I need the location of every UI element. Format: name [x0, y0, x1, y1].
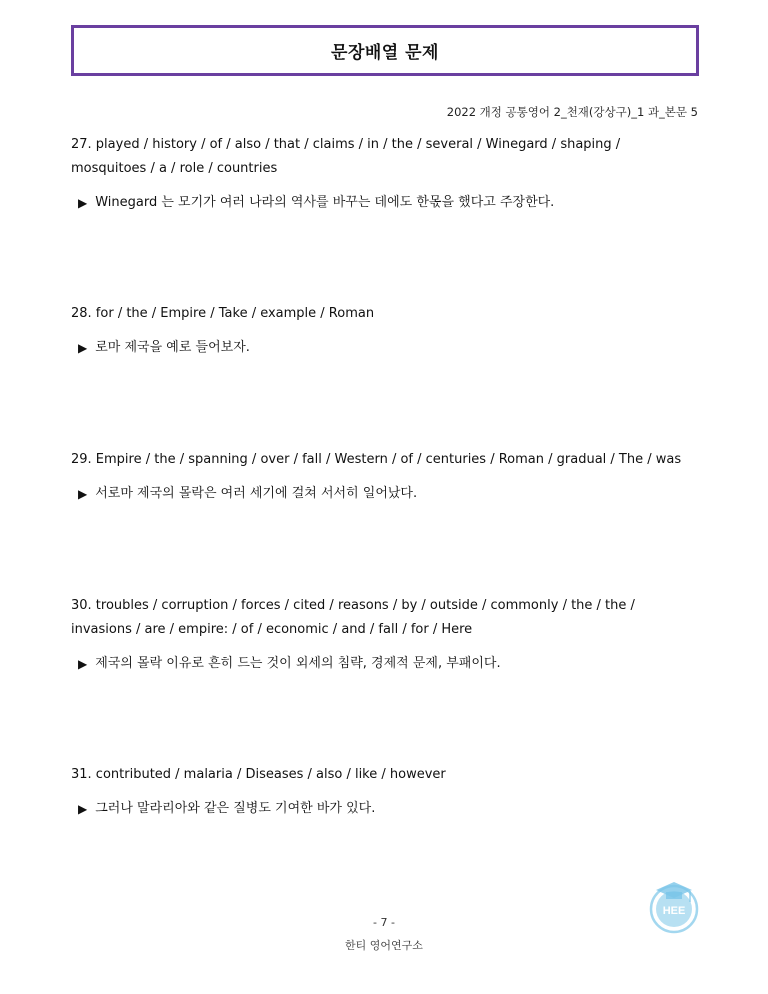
question-words: 28. for / the / Empire / Take / example / Roman [71, 306, 375, 321]
subtitle: 2022 개정 공통영어 2_천재(강상구)_1 과_본문 5 [446, 105, 698, 119]
answer-text: 제국의 몰락 이유로 흔히 드는 것이 외세의 침략, 경제적 문제, 부패이다. [95, 656, 501, 671]
question-29 [71, 448, 699, 504]
question-30 [71, 594, 699, 674]
question-31 [71, 763, 699, 819]
play-triangle-icon: ▶ [78, 657, 88, 671]
answer-text: 그러나 말라리아와 같은 질병도 기여한 바가 있다. [95, 801, 376, 816]
play-triangle-icon: ▶ [78, 487, 88, 501]
footer-org: 한티 영어연구소 [345, 939, 423, 952]
logo-text: HEE [662, 905, 686, 917]
title-box [71, 25, 699, 76]
question-answer [71, 654, 699, 674]
page-title: 문장배열 문제 [331, 43, 439, 63]
question-answer [71, 193, 699, 213]
question-27 [71, 133, 699, 213]
question-answer [71, 799, 699, 819]
question-words: 29. Empire / the / spanning / over / fall / Western / of / centuries / Roman / gradual / The / was [71, 452, 682, 467]
play-triangle-icon: ▶ [78, 341, 88, 355]
answer-text: 서로마 제국의 몰락은 여러 세기에 걸쳐 서서히 일어났다. [95, 486, 418, 501]
answer-text: Winegard 는 모기가 여러 나라의 역사를 바꾸는 데에도 한몫을 했다고 주장한다. [95, 195, 555, 210]
answer-text: 로마 제국을 예로 들어보자. [95, 340, 250, 355]
question-words: 27. played / history / of / also / that / claims / in / the / several / Winegard / shaping / mosquitoes / a / role / countries [71, 137, 621, 176]
question-28 [71, 302, 699, 358]
question-answer [71, 338, 699, 358]
question-answer [71, 484, 699, 504]
play-triangle-icon: ▶ [78, 196, 88, 210]
question-words: 30. troubles / corruption / forces / cited / reasons / by / outside / commonly / the / the / invasions / are / empire: / of / economic / and / fall / for / Here [71, 598, 635, 637]
play-triangle-icon: ▶ [78, 802, 88, 816]
question-words: 31. contributed / malaria / Diseases / also / like / however [71, 767, 446, 782]
page-number: - 7 - [373, 916, 395, 929]
